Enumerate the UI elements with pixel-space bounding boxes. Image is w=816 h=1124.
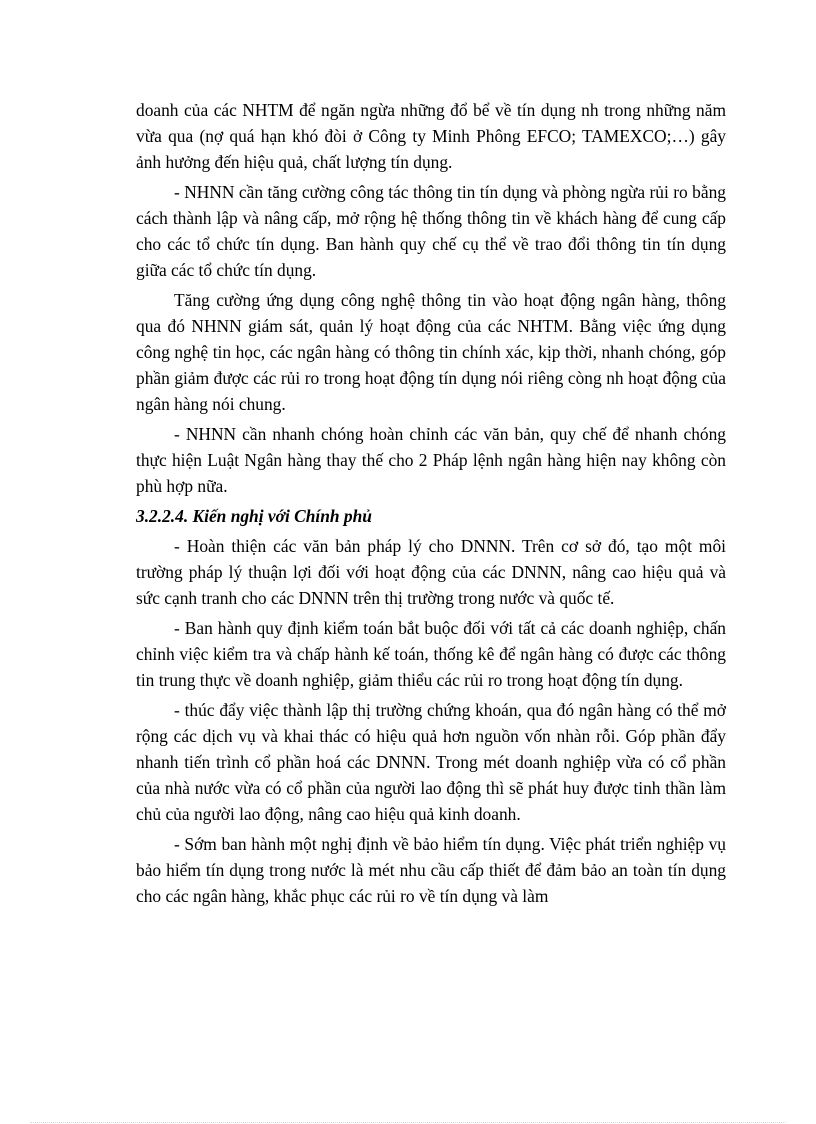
paragraph-legal-documents: - Hoàn thiện các văn bản pháp lý cho DNNN. Trên cơ sở đó, tạo một môi trường pháp lý thuận lợi đối với hoạt động của các DNNN, nâng cao hiệu quả và sức cạnh tranh cho các DNNN trên thị trường trong nước và quốc tế.	[136, 536, 726, 608]
paragraph-credit-insurance: - Sớm ban hành một nghị định về bảo hiểm tín dụng. Việc phát triển nghiệp vụ bảo hiểm tín dụng trong nước là mét nhu cầu cấp thiết để đảm bảo an toàn tín dụng cho các ngân hàng, khắc phục các rủi ro về tín dụng và làm	[136, 834, 726, 906]
paragraph-credit-information: - NHNN cần tăng cường công tác thông tin tín dụng và phòng ngừa rủi ro bằng cách thành lập và nâng cấp, mở rộng hệ thống thông tin về khách hàng để cung cấp cho các tổ chức tín dụng. Ban hành quy chế cụ thể về trao đổi thông tin tín dụng giữa các tổ chức tín dụng.	[136, 182, 726, 280]
paragraph-continuation: doanh của các NHTM để ngăn ngừa những đổ bể về tín dụng nh trong những năm vừa qua (nợ quá hạn khó đòi ở Công ty Minh Phông EFCO; TAMEXCO;…) gây ảnh hưởng đến hiệu quả, chất lượng tín dụng.	[136, 100, 726, 172]
document-page	[136, 97, 726, 913]
section-heading: 3.2.2.4. Kiến nghị với Chính phủ	[136, 506, 372, 526]
paragraph-mandatory-audit: - Ban hành quy định kiểm toán bắt buộc đối với tất cả các doanh nghiệp, chấn chỉnh việc kiểm tra và chấp hành kế toán, thống kê để ngân hàng có được các thông tin trung thực về doanh nghiệp, giảm thiểu các rủi ro trong hoạt động tín dụng.	[136, 618, 726, 690]
paragraph-banking-law: - NHNN cần nhanh chóng hoàn chỉnh các văn bản, quy chế để nhanh chóng thực hiện Luật Ngân hàng thay thế cho 2 Pháp lệnh ngân hàng hiện nay không còn phù hợp nữa.	[136, 424, 726, 496]
paragraph-it-application: Tăng cường ứng dụng công nghệ thông tin vào hoạt động ngân hàng, thông qua đó NHNN giám sát, quản lý hoạt động của các NHTM. Bằng việc ứng dụng công nghệ tin học, các ngân hàng có thông tin chính xác, kịp thời, nhanh chóng, góp phần giảm được các rủi ro trong hoạt động tín dụng nói riêng còng nh hoạt động của ngân hàng nói chung.	[136, 290, 726, 414]
paragraph-stock-market: - thúc đẩy việc thành lập thị trường chứng khoán, qua đó ngân hàng có thể mở rộng các dịch vụ và khai thác có hiệu quả hơn nguồn vốn nhàn rỗi. Góp phần đẩy nhanh tiến trình cổ phần hoá các DNNN. Trong mét doanh nghiệp vừa có cổ phần của nhà nước vừa có cổ phần của người lao động thì sẽ phát huy được tinh thần làm chủ của người lao động, nâng cao hiệu quả kinh doanh.	[136, 700, 726, 824]
